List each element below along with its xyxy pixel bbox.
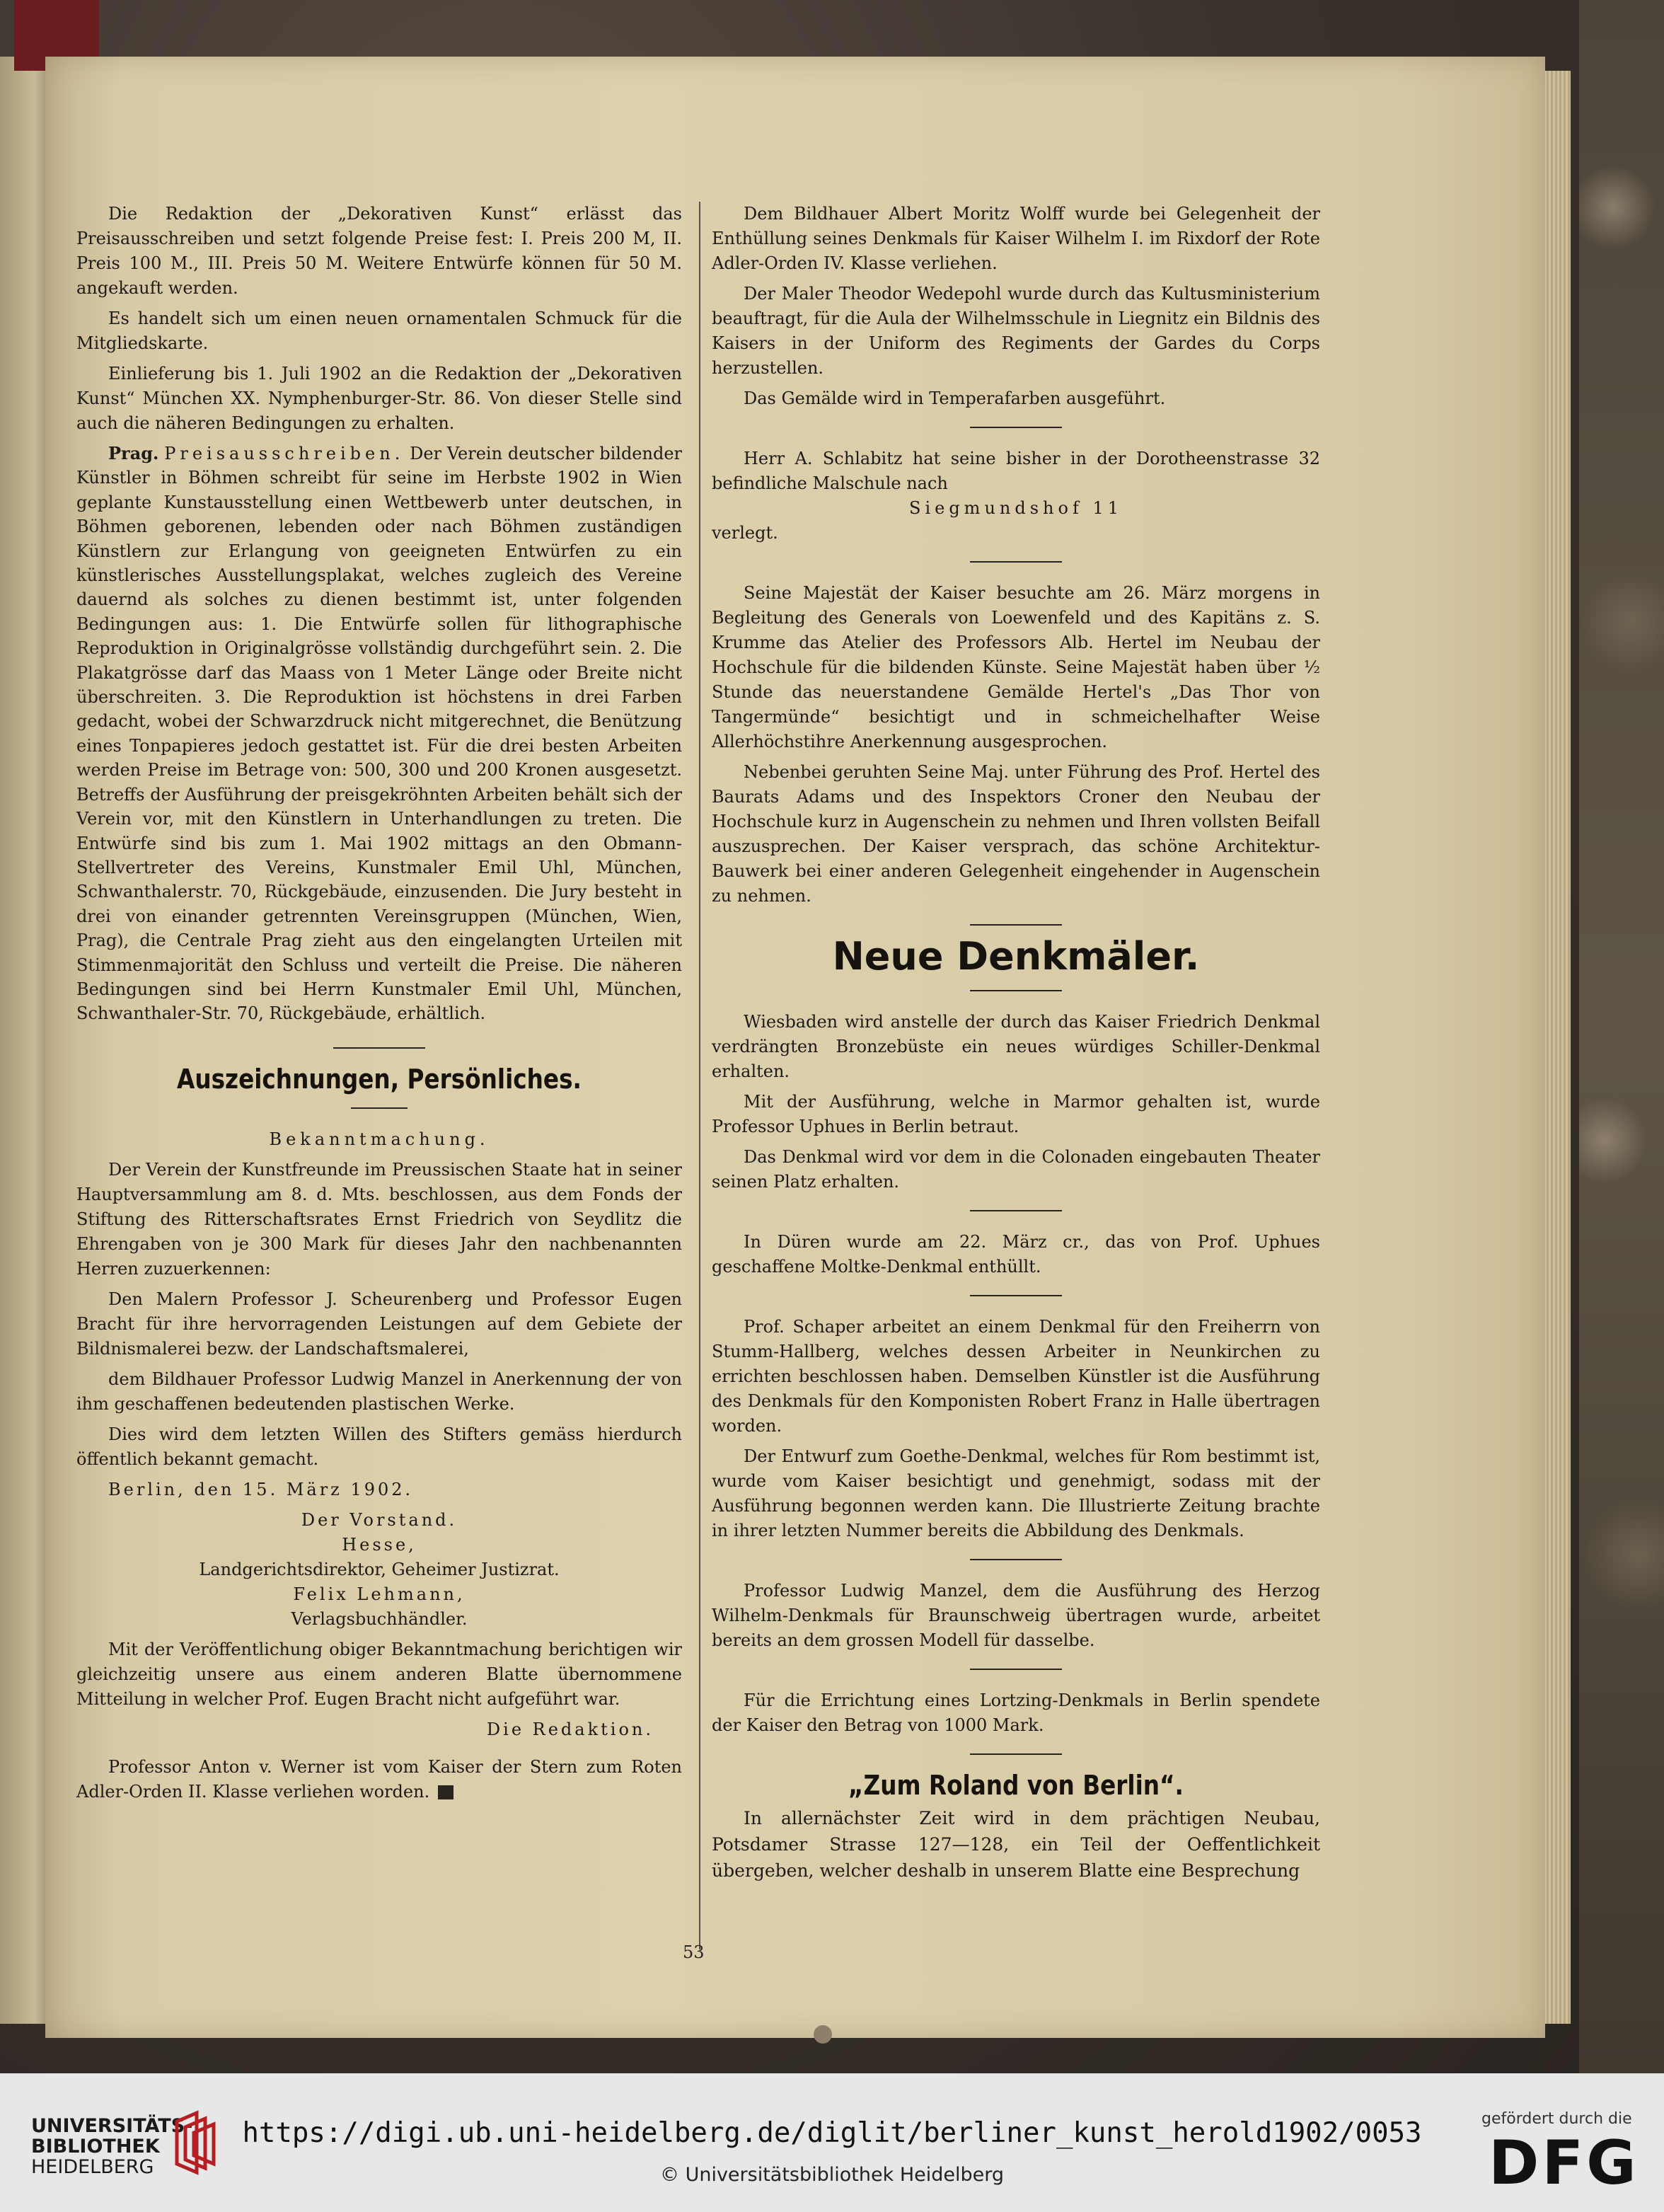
paragraph: Prof. Schaper arbeitet an einem Denkmal für den Freiherrn von Stumm-Hallberg, welches dessen Arbeiter in Neunkirchen zu errichten beschlossen haben. Demselben Künstler ist die Ausführung des Denkmals für den Komponisten Robert Franz in Halle übertragen worden. xyxy=(712,1317,1320,1436)
paragraph: Seine Majestät der Kaiser besuchte am 26. März morgens in Begleitung des Generals von Loewenfeld und des Kapitäns z. S. Krumme das Atelier des Professors Alb. Hertel im Neubau der Hochschule für die bildenden Künste. Seine Majestät haben über ½ Stunde das neuerstandene Gemälde Hertel's „Das Thor von Tangermünde“ besichtigt und in schmeichelhafter Weise Allerhöchstihre Anerkennung ausgesprochen. xyxy=(712,583,1320,751)
signature-line: Verlagsbuchhändler. xyxy=(291,1608,468,1629)
section-heading: „Zum Roland von Berlin“. xyxy=(848,1770,1184,1801)
paragraph: Dem Bildhauer Albert Moritz Wolff wurde bei Gelegenheit der Enthüllung seines Denkmals für Kaiser Wilhelm I. im Rixdorf der Rote Adler-Orden IV. Klasse verliehen. xyxy=(712,204,1320,273)
divider xyxy=(970,1210,1062,1211)
paragraph: Nebenbei geruhten Seine Maj. unter Führung des Prof. Hertel des Baurats Adams und des Inspektors Croner den Neubau der Hochschule kurz in Augenschein zu nehmen und Ihren vollsten Beifall auszusprechen. Der Kaiser versprach, das schöne Architektur-Bauwerk bei einer anderen Gelegenheit eingehender in Augenschein zu nehmen. xyxy=(712,762,1320,906)
divider xyxy=(970,1753,1062,1755)
paragraph: Mit der Veröffentlichung obiger Bekanntmachung berichtigen wir gleichzeitig unsere aus einem anderen Blatte übernommene Mitteilung in welcher Prof. Eugen Bracht nicht aufgeführt war. xyxy=(76,1639,682,1709)
right-column xyxy=(712,202,1320,1889)
paragraph: Wiesbaden wird anstelle der durch das Kaiser Friedrich Denkmal verdrängten Bronzebüste ein neues würdiges Schiller-Denkmal erhalten. xyxy=(712,1012,1320,1081)
paragraph: Professor Ludwig Manzel, dem die Ausführung des Herzog Wilhelm-Denkmals für Braunschweig übertragen wurde, arbeitet bereits an dem grossen Modell für dasselbe. xyxy=(712,1581,1320,1650)
signature-redaktion: Die Redaktion. xyxy=(486,1719,654,1739)
paragraph: Es handelt sich um einen neuen ornamentalen Schmuck für die Mitgliedskarte. xyxy=(76,309,682,353)
prag-lead: Prag. xyxy=(108,443,159,463)
date-text: Berlin, den 15. März 1902. xyxy=(108,1479,414,1499)
signature-line: Landgerichtsdirektor, Geheimer Justizrat. xyxy=(199,1559,560,1579)
section-heading: Neue Denkmäler. xyxy=(832,934,1200,979)
logo-line: BIBLIOTHEK xyxy=(31,2136,160,2158)
divider xyxy=(333,1047,425,1049)
left-column xyxy=(76,202,682,1810)
dfg-logo[interactable]: DFG xyxy=(1489,2128,1639,2199)
paragraph: In Düren wurde am 22. März cr., das von Prof. Uphues geschaffene Moltke-Denkmal enthüllt. xyxy=(712,1232,1320,1277)
paragraph: Das Denkmal wird vor dem in die Colonaden eingebauten Theater seinen Platz erhalten. xyxy=(712,1147,1320,1192)
paragraph: Den Malern Professor J. Scheurenberg und Professor Eugen Bracht für ihre hervorragenden Leistungen auf dem Gebiete der Bildnismalerei bezw. der Landschaftsmalerei, xyxy=(76,1289,682,1359)
paragraph: Für die Errichtung eines Lortzing-Denkmals in Berlin spendete der Kaiser den Betrag von 1000 Mark. xyxy=(712,1690,1320,1735)
date-line xyxy=(76,1477,682,1502)
divider xyxy=(970,990,1062,991)
paragraph: Mit der Ausführung, welche in Marmor gehalten ist, wurde Professor Uphues in Berlin betraut. xyxy=(712,1092,1320,1136)
permalink-url[interactable]: https://digi.ub.uni-heidelberg.de/diglit/berliner_kunst_herold1902/0053 xyxy=(242,2117,1422,2149)
prag-text: Der Verein deutscher bildender Künstler in Böhmen schreibt für seine im Herbste 1902 in Wien geplante Kunstausstellung einen Wettbewerb unter deutschen, in Böhmen geborenen, lebenden oder nach Böhmen zuständigen Künstlern zur Erlangung von geeigneten Entwürfen zu ein künstlerisches Ausstellungsplakat, welches zugleich des Vereine dauernd als solches zu dienen bestimmt ist, unter folgenden Bedingungen aus: 1. Die Entwürfe sollen für lithographische Reproduktion in Originalgrösse vollständig durchgeführt sein. 2. Die Plakatgrösse darf das Maass von 1 Meter Länge oder Breite nicht überschreiten. 3. Die Reproduktion ist höchstens in drei Farben gedacht, wobei der Schwarzdruck nicht mitgerechnet, die Benützung eines Tonpapieres jedoch gestattet ist. Für die drei besten Arbeiten werden Preise im Betrage von: 500, 300 und 200 Kronen ausgesetzt. Betreffs der Ausführung der preisgekröhnten Arbeiten behält sich der Verein vor, mit den Künstlern in Unterhandlungen zu treten. Die Entwürfe sind bis zum 1. Mai 1902 mittags an den Obmann-Stellvertreter des Vereins, Kunstmaler Emil Uhl, München, Schwanthalerstr. 70, Rückgebäude, einzusenden. Die Jury besteht in drei von einander getrennten Vereinsgruppen (München, Wien, Prag), die Centrale Prag zieht aus den eingelangten Urteilen mit Stimmenmajorität den Schluss und verteilt die Preise. Die näheren Bedingungen sind bei Herrn Kunstmaler Emil Uhl, München, Schwanthaler-Str. 70, Rückgebäude, erhältlich. xyxy=(76,444,683,1024)
paragraph: Dies wird dem letzten Willen des Stifters gemäss hierdurch öffentlich bekannt gemacht. xyxy=(76,1424,682,1469)
divider xyxy=(970,427,1062,428)
signature-line: Felix Lehmann, xyxy=(293,1584,466,1604)
paragraph: Der Verein der Kunstfreunde im Preussischen Staate hat in seiner Hauptversammlung am 8. d. Mts. beschlossen, aus dem Fonds der Stiftung des Ritterschaftsrates Ernst Friedrich von Seydlitz die Ehrengaben von je 300 Mark für dieses Jahr den nachbenannten Herren zuzuerkennen: xyxy=(76,1159,682,1279)
divider xyxy=(970,924,1062,926)
werner-text: Professor Anton v. Werner ist vom Kaiser der Stern zum Roten Adler-Orden II. Klasse verliehen worden. xyxy=(76,1756,682,1802)
signature-line: Hesse, xyxy=(342,1534,417,1555)
signature-block xyxy=(76,1508,682,1632)
divider xyxy=(970,1559,1062,1560)
marbled-cover xyxy=(1579,0,1664,2073)
viewer-footer xyxy=(0,2073,1664,2212)
funding-note: gefördert durch die xyxy=(1481,2110,1632,2128)
paragraph: Die Redaktion der „Dekorativen Kunst“ erlässt das Preisausschreiben und setzt folgende Preise fest: I. Preis 200 M, II. Preis 100 M., III. Preis 50 M. Weitere Entwürfe können für 50 M. angekauft werden. xyxy=(76,204,682,298)
copyright-text: © Universitätsbibliothek Heidelberg xyxy=(659,2164,1004,2186)
logo-line: HEIDELBERG xyxy=(31,2156,154,2178)
divider xyxy=(351,1107,408,1109)
binding-hole xyxy=(814,2025,832,2044)
paragraph-prag xyxy=(76,442,682,1026)
address-line: Siegmundshof 11 xyxy=(909,498,1123,518)
paragraph: Herr A. Schlabitz hat seine bisher in der Dorotheenstrasse 32 befindliche Malschule nach xyxy=(712,449,1320,493)
page-number: 53 xyxy=(683,1942,705,1962)
section-heading: Auszeichnungen, Persönliches. xyxy=(177,1063,582,1095)
left-page-edge xyxy=(0,57,50,2024)
announcement-title: Bekanntmachung. xyxy=(269,1129,490,1149)
paragraph: Das Gemälde wird in Temperafarben ausgeführt. xyxy=(744,388,1166,408)
column-rule xyxy=(699,202,700,1949)
paragraph-end: verlegt. xyxy=(712,523,778,543)
paragraph: In allernächster Zeit wird in dem prächtigen Neubau, Potsdamer Strasse 127—128, ein Teil der Oeffentlichkeit übergeben, welcher deshalb in unserem Blatte eine Besprechung xyxy=(712,1808,1320,1881)
signature-line: Der Vorstand. xyxy=(301,1509,458,1530)
divider xyxy=(970,561,1062,563)
divider xyxy=(970,1669,1062,1670)
ornament-icon xyxy=(438,1785,453,1799)
paragraph: Der Maler Theodor Wedepohl wurde durch das Kultusministerium beauftragt, für die Aula der Wilhelmsschule in Liegnitz ein Bildnis des Kaisers in der Uniform des Regiments der Gardes du Corps herzustellen. xyxy=(712,284,1320,378)
prag-spaced: Preisausschreiben. xyxy=(164,444,405,463)
paragraph xyxy=(76,1755,682,1804)
logo-line: UNIVERSITÄTS- xyxy=(31,2115,193,2137)
paragraph: Der Entwurf zum Goethe-Denkmal, welches für Rom bestimmt ist, wurde vom Kaiser besichtigt und genehmigt, sodass mit der Ausführung begonnen werden kann. Die Illustrierte Zeitung brachte in ihrer letzten Nummer bereits die Abbildung des Denkmals. xyxy=(712,1446,1320,1540)
paragraph: Einlieferung bis 1. Juli 1902 an die Redaktion der „Dekorativen Kunst“ München XX. Nymphenburger-Str. 86. Von dieser Stelle sind auch die näheren Bedingungen zu erhalten. xyxy=(76,364,682,433)
divider xyxy=(970,1295,1062,1296)
paragraph: dem Bildhauer Professor Ludwig Manzel in Anerkennung der von ihm geschaffenen bedeutenden plastischen Werke. xyxy=(76,1369,682,1414)
